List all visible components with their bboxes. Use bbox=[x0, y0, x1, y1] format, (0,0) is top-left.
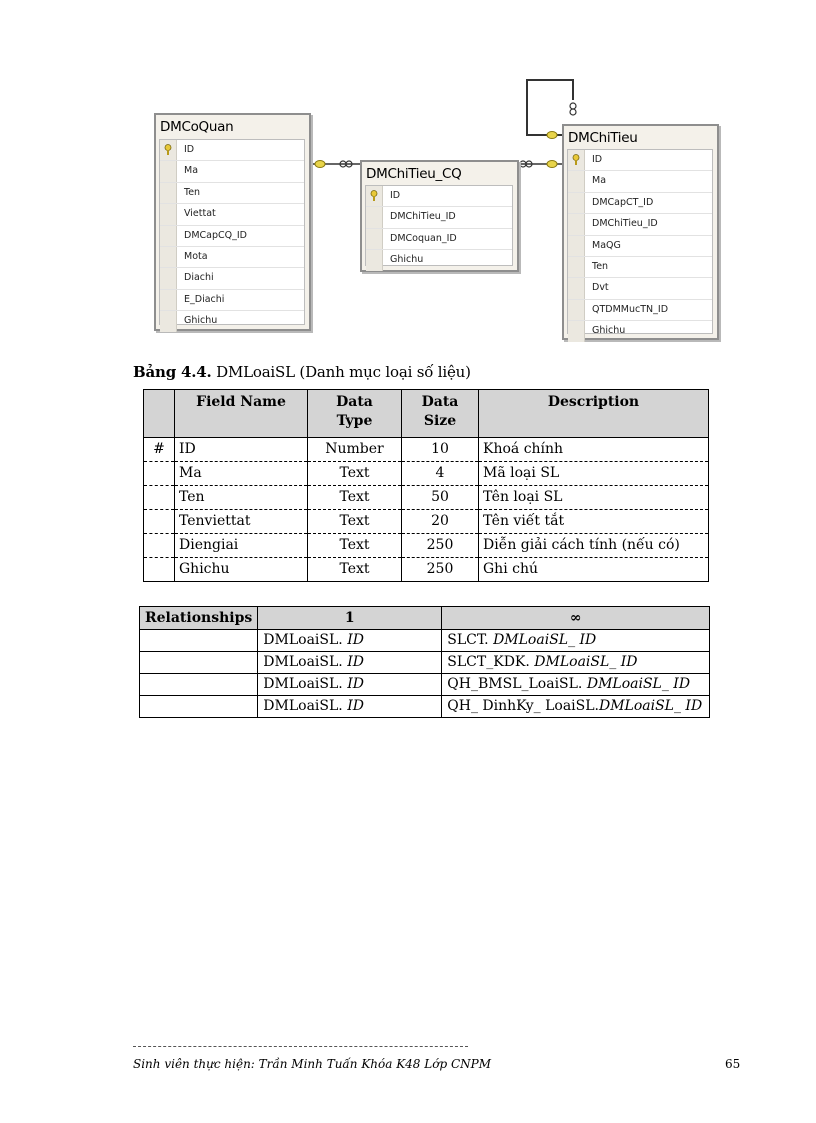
caption-label: Bảng 4.4. bbox=[133, 363, 212, 381]
cell-mark bbox=[144, 510, 175, 534]
cell-relationship bbox=[140, 674, 258, 696]
caption-text: DMLoaiSL (Danh mục loại số liệu) bbox=[211, 363, 471, 381]
cell-many-side: QH_BMSL_LoaiSL. DMLoaiSL_ ID bbox=[442, 674, 710, 696]
cell-data-type: Text bbox=[308, 486, 402, 510]
entity-title: DMChiTieu bbox=[568, 130, 638, 146]
one-end-key-icon bbox=[547, 132, 557, 139]
entity-field: DMChiTieu_ID bbox=[366, 207, 512, 228]
cell-description: Khoá chính bbox=[479, 438, 709, 462]
table-row bbox=[144, 438, 709, 462]
entity-field: Diachi bbox=[160, 268, 304, 289]
cell-relationship bbox=[140, 630, 258, 652]
header-data-type: Data Type bbox=[308, 390, 402, 438]
entity-field: Ma bbox=[160, 161, 304, 182]
page-number: 65 bbox=[725, 1057, 741, 1071]
primary-key-icon bbox=[571, 154, 581, 166]
cell-field-name: Tenviettat bbox=[175, 510, 308, 534]
cell-many-side: SLCT. DMLoaiSL_ ID bbox=[442, 630, 710, 652]
entity-fields bbox=[567, 149, 713, 337]
cell-data-size: 50 bbox=[402, 486, 479, 510]
header-one-side: 1 bbox=[258, 607, 442, 630]
entity-fields bbox=[365, 185, 513, 266]
one-end-key-icon bbox=[547, 161, 557, 168]
table-row bbox=[140, 696, 710, 718]
cell-one-side: DMLoaiSL. ID bbox=[258, 630, 442, 652]
cell-many-side: QH_ DinhKy_ LoaiSL.DMLoaiSL_ ID bbox=[442, 696, 710, 718]
entity-field: DMCapCQ_ID bbox=[160, 226, 304, 247]
entity-dmcoquan[interactable] bbox=[154, 113, 311, 331]
cell-data-size: 10 bbox=[402, 438, 479, 462]
entity-field: E_Diachi bbox=[160, 290, 304, 311]
cell-mark bbox=[144, 558, 175, 582]
header-field-name: Field Name bbox=[175, 390, 308, 438]
primary-key-icon bbox=[163, 144, 173, 156]
cell-description: Ghi chú bbox=[479, 558, 709, 582]
cell-description: Tên loại SL bbox=[479, 486, 709, 510]
entity-field: Ghichu bbox=[366, 250, 512, 270]
table-row bbox=[144, 534, 709, 558]
entity-field: QTDMMucTN_ID bbox=[568, 300, 712, 321]
table-row bbox=[144, 558, 709, 582]
footer-author-line: Sinh viên thực hiện: Trần Minh Tuấn Khóa K48 Lớp CNPM bbox=[133, 1057, 491, 1071]
relationships-header-row bbox=[140, 607, 710, 630]
cell-data-size: 4 bbox=[402, 462, 479, 486]
entity-field: ID bbox=[568, 150, 712, 171]
cell-data-type: Number bbox=[308, 438, 402, 462]
cell-description: Diễn giải cách tính (nếu có) bbox=[479, 534, 709, 558]
cell-mark bbox=[144, 462, 175, 486]
one-end-key-icon bbox=[315, 161, 325, 168]
header-many-side: ∞ bbox=[442, 607, 710, 630]
entity-field: Dvt bbox=[568, 278, 712, 299]
primary-key-icon bbox=[369, 190, 379, 202]
header-relationships: Relationships bbox=[140, 607, 258, 630]
entity-field: ID bbox=[366, 186, 512, 207]
header-mark bbox=[144, 390, 175, 438]
many-end-infinity-icon bbox=[570, 103, 576, 115]
entity-dmchitieu-cq[interactable] bbox=[360, 160, 519, 272]
cell-one-side: DMLoaiSL. ID bbox=[258, 696, 442, 718]
table-caption bbox=[133, 363, 471, 381]
entity-field: DMCapCT_ID bbox=[568, 193, 712, 214]
entity-field: Ten bbox=[160, 183, 304, 204]
cell-one-side: DMLoaiSL. ID bbox=[258, 674, 442, 696]
table-row bbox=[144, 486, 709, 510]
cell-relationship bbox=[140, 652, 258, 674]
header-data-size: Data Size bbox=[402, 390, 479, 438]
cell-mark bbox=[144, 534, 175, 558]
cell-description: Tên viết tắt bbox=[479, 510, 709, 534]
cell-data-size: 250 bbox=[402, 534, 479, 558]
cell-data-type: Text bbox=[308, 534, 402, 558]
entity-field: Mota bbox=[160, 247, 304, 268]
cell-data-type: Text bbox=[308, 558, 402, 582]
fields-table bbox=[143, 389, 709, 582]
entity-title: DMCoQuan bbox=[160, 119, 234, 135]
table-row bbox=[144, 462, 709, 486]
cell-field-name: Ma bbox=[175, 462, 308, 486]
fields-header-row bbox=[144, 390, 709, 438]
entity-fields bbox=[159, 139, 305, 325]
header-description: Description bbox=[479, 390, 709, 438]
table-row bbox=[140, 652, 710, 674]
cell-field-name: ID bbox=[175, 438, 308, 462]
entity-title: DMChiTieu_CQ bbox=[366, 166, 462, 182]
entity-field: Viettat bbox=[160, 204, 304, 225]
cell-data-type: Text bbox=[308, 510, 402, 534]
cell-many-side: SLCT_KDK. DMLoaiSL_ ID bbox=[442, 652, 710, 674]
cell-description: Mã loại SL bbox=[479, 462, 709, 486]
footer-divider bbox=[133, 1046, 468, 1047]
cell-data-type: Text bbox=[308, 462, 402, 486]
table-row bbox=[144, 510, 709, 534]
entity-field: DMChiTieu_ID bbox=[568, 214, 712, 235]
cell-field-name: Ghichu bbox=[175, 558, 308, 582]
table-row bbox=[140, 630, 710, 652]
entity-dmchitieu[interactable] bbox=[562, 124, 719, 340]
entity-field: Ghichu bbox=[160, 311, 304, 331]
entity-field: ID bbox=[160, 140, 304, 161]
cell-field-name: Ten bbox=[175, 486, 308, 510]
entity-field: MaQG bbox=[568, 236, 712, 257]
cell-mark: # bbox=[144, 438, 175, 462]
relationships-table bbox=[139, 606, 710, 718]
cell-field-name: Diengiai bbox=[175, 534, 308, 558]
cell-data-size: 250 bbox=[402, 558, 479, 582]
entity-field: DMCoquan_ID bbox=[366, 229, 512, 250]
entity-field: Ten bbox=[568, 257, 712, 278]
cell-mark bbox=[144, 486, 175, 510]
cell-relationship bbox=[140, 696, 258, 718]
entity-field: Ma bbox=[568, 171, 712, 192]
entity-field: Ghichu bbox=[568, 321, 712, 341]
table-row bbox=[140, 674, 710, 696]
er-diagram bbox=[0, 0, 816, 350]
cell-data-size: 20 bbox=[402, 510, 479, 534]
cell-one-side: DMLoaiSL. ID bbox=[258, 652, 442, 674]
